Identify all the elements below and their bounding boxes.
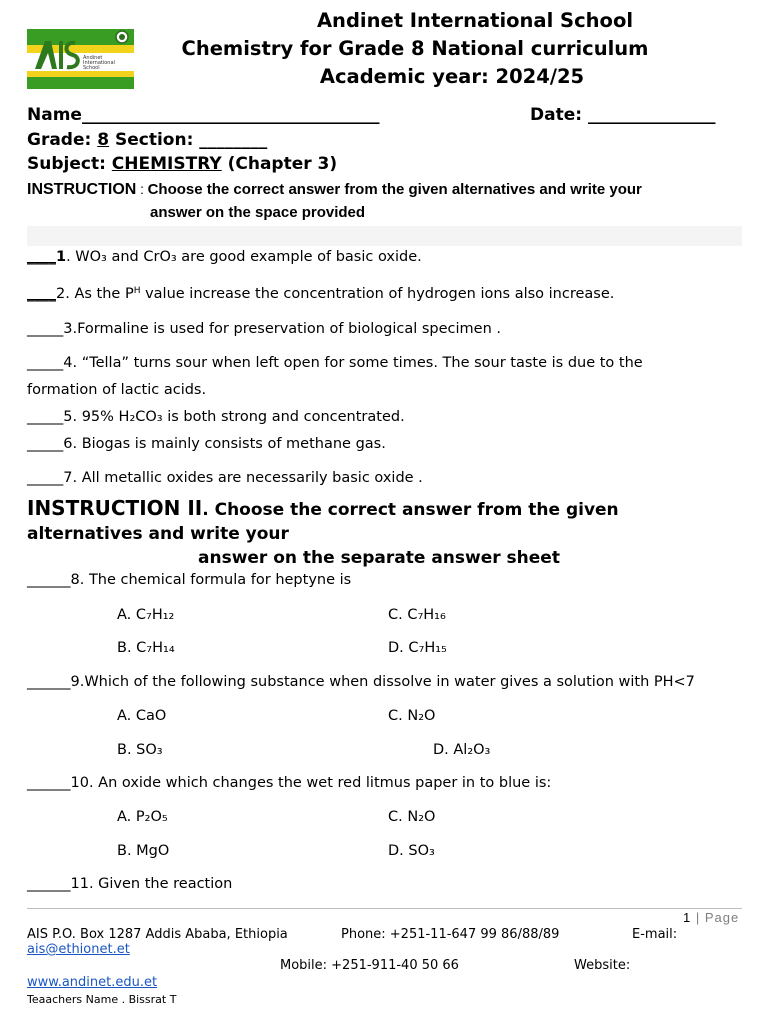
instruction-2-line3: answer on the separate answer sheet — [198, 548, 560, 568]
svg-text:School: School — [83, 65, 100, 71]
question-9-text: 9.Which of the following substance when dissolve in water gives a solution with PH<7 — [70, 674, 695, 690]
question-2-number: 2 — [56, 286, 66, 302]
answer-blank-8[interactable]: ______ — [27, 572, 71, 588]
svg-text:International: International — [83, 60, 115, 66]
question-3 — [27, 319, 501, 339]
question-4-continued: formation of lactic acids. — [27, 382, 207, 398]
q10-option-c: C. N₂O — [388, 809, 436, 825]
subject-value: CHEMISTRY — [111, 154, 222, 174]
question-1-number: 1 — [56, 249, 67, 265]
date-field[interactable]: Date: _______________ — [530, 105, 716, 125]
answer-blank-6[interactable]: _____ — [27, 436, 64, 452]
q8-option-d: D. C₇H₁₅ — [388, 640, 447, 656]
q9-option-a: A. CaO — [117, 708, 167, 724]
q10-option-a: A. P₂O₅ — [117, 809, 168, 825]
question-5-number: 5 — [63, 409, 73, 425]
question-11-text: 11. Given the reaction — [70, 876, 233, 892]
q8-option-b: B. C₇H₁₄ — [117, 640, 175, 656]
subject-line — [27, 153, 337, 175]
instruction-1-label: INSTRUCTION — [27, 181, 137, 198]
question-2-sup: H — [133, 286, 141, 296]
question-1-text: . WO₃ and CrO₃ are good example of basic oxide. — [66, 249, 422, 265]
question-2-text-post: value increase the concentration of hydrogen ions also increase. — [140, 286, 615, 302]
answer-blank-2[interactable]: ____ — [27, 286, 56, 302]
question-6 — [27, 434, 386, 454]
question-8 — [27, 570, 351, 590]
question-10 — [27, 773, 551, 793]
answer-blank-10[interactable]: ______ — [27, 775, 71, 791]
footer-website-link[interactable]: www.andinet.edu.et — [27, 975, 158, 990]
grade-label: Grade: — [27, 130, 98, 150]
answer-blank-3[interactable]: _____ — [27, 321, 64, 337]
shaded-band — [27, 226, 742, 246]
academic-year: Academic year: 2024/25 — [319, 65, 585, 88]
instruction-1 — [27, 179, 642, 201]
question-4-number: 4 — [63, 355, 73, 371]
footer-divider — [27, 908, 742, 909]
instruction-2-line1: . Choose the correct answer from the given — [202, 500, 619, 520]
q9-option-c: C. N₂O — [388, 708, 436, 724]
grade-section-line — [27, 129, 267, 151]
subject-label: Subject: — [27, 154, 112, 174]
answer-blank-1[interactable]: ____ — [27, 249, 56, 265]
q10-option-d: D. SO₃ — [388, 843, 435, 859]
question-5 — [27, 407, 405, 427]
answer-blank-11[interactable]: ______ — [27, 876, 71, 892]
question-8-text: 8. The chemical formula for heptyne is — [70, 572, 352, 588]
page-word: Page — [704, 910, 740, 925]
q10-option-b: B. MgO — [117, 843, 170, 859]
svg-text:Andinet: Andinet — [83, 55, 103, 61]
footer-website-label: Website: — [574, 958, 631, 973]
chapter-label: (Chapter 3) — [221, 154, 338, 174]
answer-blank-4[interactable]: _____ — [27, 355, 64, 371]
q8-option-c: C. C₇H₁₆ — [388, 607, 446, 623]
question-1 — [27, 247, 422, 267]
question-2-text-pre: . As the P — [65, 286, 134, 302]
answer-blank-7[interactable]: _____ — [27, 470, 64, 486]
grade-value: 8 — [97, 130, 110, 150]
q9-option-b: B. SO₃ — [117, 742, 163, 758]
question-3-text: .Formaline is used for preservation of biological specimen . — [72, 321, 502, 337]
section-field[interactable]: Section: ________ — [109, 130, 268, 150]
footer-email-link[interactable]: ais@ethionet.et — [27, 942, 130, 957]
school-name: Andinet International School — [316, 9, 634, 32]
footer-phone: Phone: +251-11-647 99 86/88/89 — [341, 927, 560, 942]
instruction-1-line2-text: answer on the space provided — [150, 204, 366, 221]
instruction-2 — [27, 496, 619, 522]
footer-teacher: Teaachers Name . Bissrat T — [27, 993, 177, 1006]
question-7-text: . All metallic oxides are necessarily basic oxide . — [72, 470, 423, 486]
question-7-number: 7 — [63, 470, 73, 486]
page-number: 1 — [683, 910, 692, 925]
instruction-1-colon: : — [136, 182, 148, 197]
q8-option-a: A. C₇H₁₂ — [117, 607, 175, 623]
q9-option-d: D. Al₂O₃ — [433, 742, 491, 758]
question-11 — [27, 874, 232, 894]
question-2 — [27, 284, 614, 304]
question-4-text: . “Tella” turns sour when left open for some times. The sour taste is due to the — [72, 355, 643, 371]
instruction-1-line2 — [150, 202, 365, 224]
question-9 — [27, 672, 695, 692]
footer-mobile: Mobile: +251-911-40 50 66 — [280, 958, 459, 973]
footer-address: AIS P.O. Box 1287 Addis Ababa, Ethiopia — [27, 927, 288, 942]
question-7 — [27, 468, 423, 488]
instruction-1-line1: Choose the correct answer from the given alternatives and write your — [147, 181, 642, 198]
question-6-number: 6 — [63, 436, 73, 452]
instruction-2-label: INSTRUCTION II — [27, 496, 203, 520]
instruction-2-line2: alternatives and write your — [27, 524, 289, 544]
page-separator: | — [691, 910, 705, 925]
question-10-text: 10. An oxide which changes the wet red litmus paper in to blue is: — [70, 775, 552, 791]
name-field[interactable]: Name___________________________________ — [27, 105, 380, 125]
page-indicator — [683, 910, 739, 925]
answer-blank-9[interactable]: ______ — [27, 674, 71, 690]
course-title: Chemistry for Grade 8 National curriculum — [181, 37, 649, 60]
question-6-text: . Biogas is mainly consists of methane gas. — [72, 436, 386, 452]
question-5-text: . 95% H₂CO₃ is both strong and concentrated. — [72, 409, 405, 425]
question-4 — [27, 353, 643, 373]
question-3-number: 3 — [63, 321, 73, 337]
answer-blank-5[interactable]: _____ — [27, 409, 64, 425]
footer-email-label: E-mail: — [632, 927, 678, 942]
